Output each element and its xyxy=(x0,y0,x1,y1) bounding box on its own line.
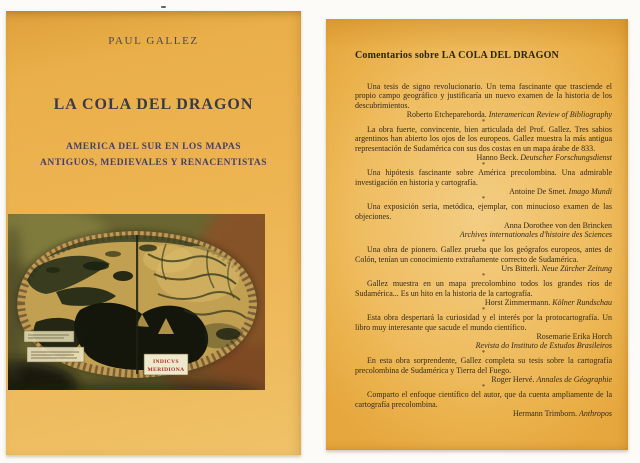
book-subtitle-line1: AMERICA DEL SUR EN LOS MAPAS xyxy=(65,142,242,152)
quote-text: Comparto el enfoque científico del autor, que da cuenta ampliamente de la cartografía precolombina. xyxy=(355,390,612,409)
quote-attribution: Roger Hervé. Annales de Géographie xyxy=(491,375,612,385)
quote-text: En esta obra sorprendente, Gallez completa su tesis sobre la cartografía precolombina de Sudamérica y Tierra del Fuego. xyxy=(355,356,612,375)
quote-attribution-name: Rosemarie Erika Horch xyxy=(536,331,612,341)
quote-text: Una hipótesis fascinante sobre América precolombina. Una admirable investigación en historia y cartografía. xyxy=(355,168,612,187)
book-subtitle-line2: ANTIGUOS, MEDIEVALES Y RENACENTISTAS xyxy=(39,158,268,168)
quote-separator: * xyxy=(481,161,486,170)
map-cartouche-left-large xyxy=(27,347,84,362)
quote-attribution: Horst Zimmermann. Kölner Rundschau xyxy=(484,297,612,307)
front-cover-page xyxy=(6,11,301,455)
antique-world-map xyxy=(8,214,265,390)
map-label-line1: INDICVS xyxy=(152,359,180,365)
quote-separator: * xyxy=(481,349,486,358)
comments-heading: Comentarios sobre LA COLA DEL DRAGON xyxy=(355,50,559,61)
scan-speck xyxy=(161,6,166,8)
quote-separator: * xyxy=(481,272,486,281)
quote-separator: * xyxy=(481,118,486,127)
quote-attribution: Hanno Beck. Deutscher Forschungsdienst xyxy=(476,153,612,163)
back-cover-page xyxy=(326,19,628,450)
quote-separator: * xyxy=(481,306,486,315)
map-cartouche-left-small xyxy=(24,331,74,342)
quote-attribution: Hermann Trimborn. Anthropos xyxy=(512,408,612,418)
quote-attribution-source: Archives internationales d'histoire des Sciences xyxy=(459,230,612,240)
quote-text: La obra fuerte, convincente, bien articulada del Prof. Gallez. Tres sabios argentinos han abierto los ojos de los europeos. Gallez muestra la más antigua representación de Sudamérica con sus dos costas en un mapa árabe de 833. xyxy=(355,125,612,153)
quote-separator: * xyxy=(481,383,486,392)
quote-text: Una obra de pionero. Gallez prueba que los geógrafos europeos, antes de Colón, tenían un conocimiento extrañamente correcto de Sudamérica. xyxy=(355,245,612,264)
quote-separator: * xyxy=(481,238,486,247)
map-label-line2: MERIDIONA xyxy=(147,367,185,373)
quote-attribution-name: Anna Dorothee von den Brincken xyxy=(504,220,612,230)
quote-attribution: Roberto Etchepareborda. Interamerican Review of Bibliography xyxy=(406,109,612,119)
quote-attribution-source: Revista do Instituto de Estudos Brasileiros xyxy=(475,341,612,351)
book-title: LA COLA DEL DRAGON xyxy=(53,96,254,113)
quote-separator: * xyxy=(481,195,486,204)
quote-text: Esta obra despertará la curiosidad y el interés por la protocartografía. Un libro muy interesante que sacude el mundo científico. xyxy=(355,313,612,332)
quote-text: Una exposición seria, metódica, ejemplar, con minucioso examen de las objeciones. xyxy=(355,202,612,221)
comments-block xyxy=(355,50,612,444)
map-cartouche-bottom-center xyxy=(144,354,188,375)
quote-attribution: Antoine De Smet. Imago Mundi xyxy=(509,186,612,196)
map-fold-crease xyxy=(136,235,138,375)
author-name: PAUL GALLEZ xyxy=(108,35,199,47)
quote-text: Una tesis de signo revolucionario. Un tema fascinante que trasciende el propio campo geográfico y justificaría un nuevo examen de la historia de los descubrimientos. xyxy=(355,82,612,110)
antique-world-map-image xyxy=(8,214,265,390)
quote-attribution: Urs Bitterli. Neue Zürcher Zeitung xyxy=(501,264,612,274)
quotes-list xyxy=(355,82,612,418)
quote-text: Gallez muestra en un mapa precolombino todos los grandes ríos de Sudamérica... Es un hito en la historia de la cartografía. xyxy=(355,279,612,298)
